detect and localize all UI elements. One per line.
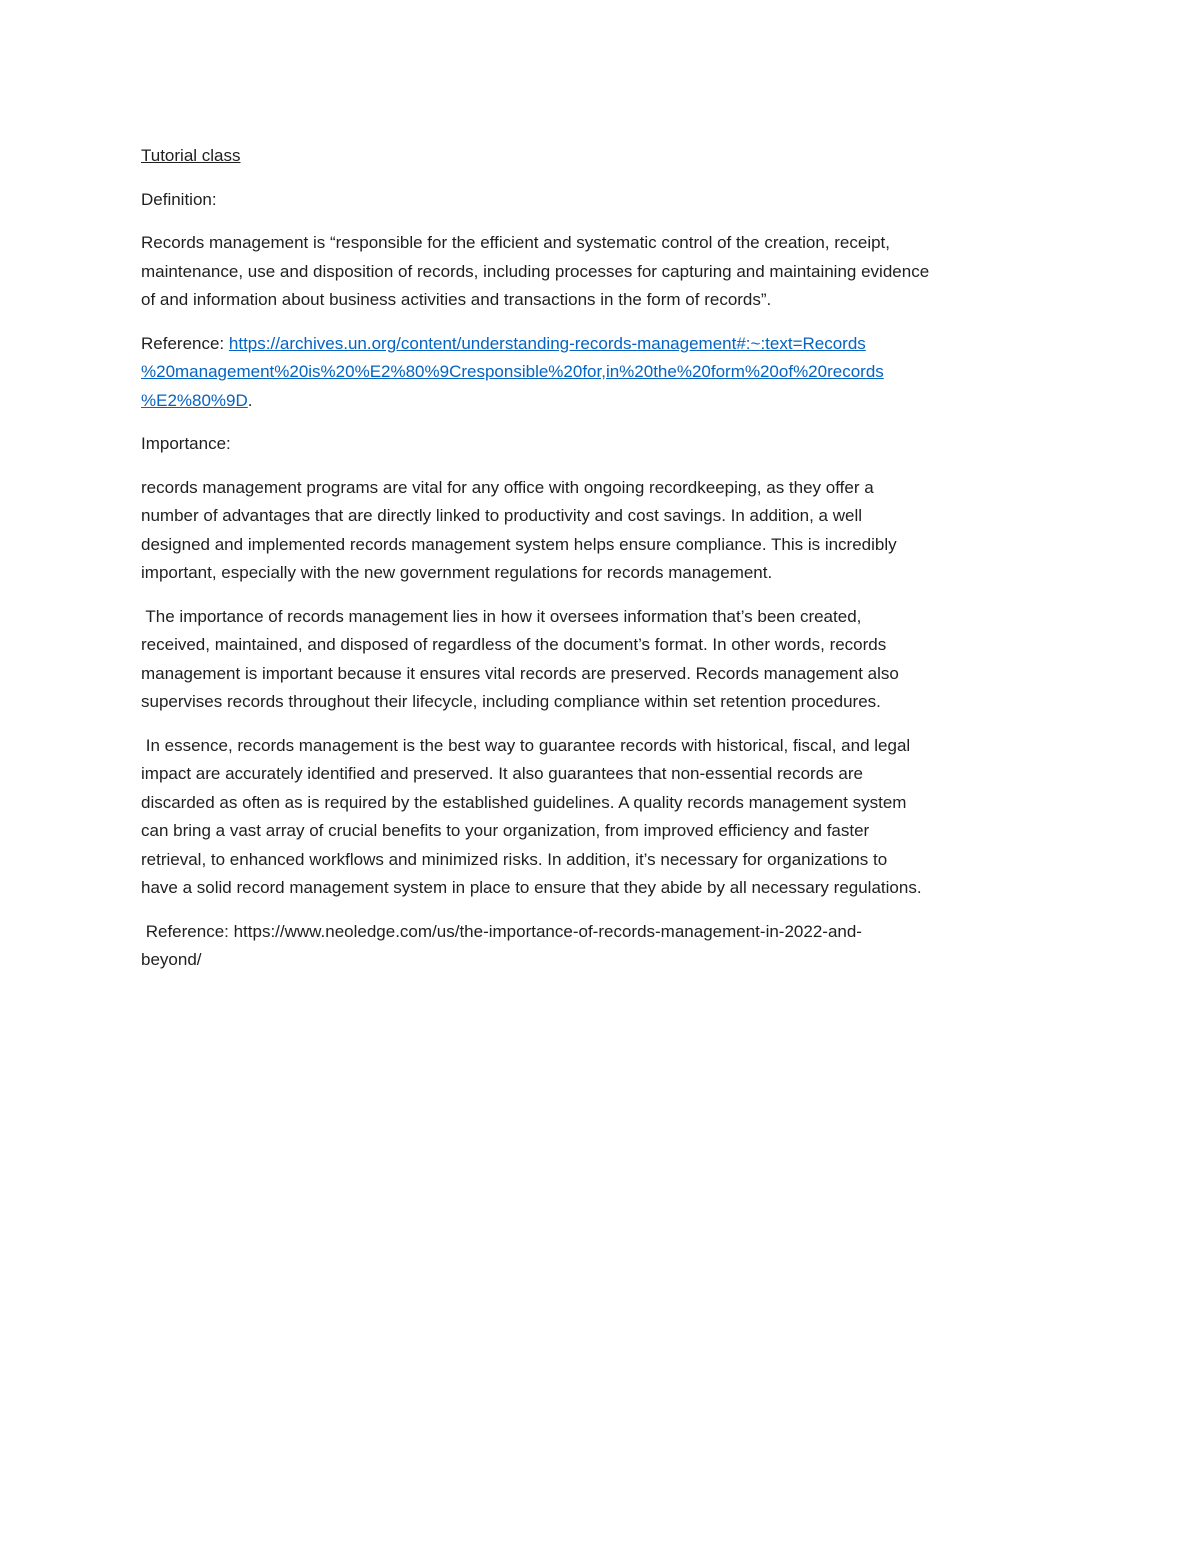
importance-paragraph <box>141 732 1061 903</box>
reference-neoledge-line: Reference: https://www.neoledge.com/us/the-importance-of-records-management-in-2022-and- <box>141 921 862 941</box>
reference-un-link[interactable]: https://archives.un.org/content/understanding-records-management#:~:text=Records <box>228 333 866 353</box>
definition-line: of and information about business activities and transactions in the form of records”. <box>141 290 772 309</box>
importance-line: number of advantages that are directly linked to productivity and cost savings. In addition, a well <box>141 506 863 525</box>
importance-line: can bring a vast array of crucial benefits to your organization, from improved efficiency and faster <box>141 821 870 840</box>
importance-line: In essence, records management is the best way to guarantee records with historical, fiscal, and legal <box>141 735 911 755</box>
importance-line: designed and implemented records management system helps ensure compliance. This is incredibly <box>141 534 897 554</box>
importance-line: The importance of records management lies in how it oversees information that’s been created, <box>141 606 862 626</box>
importance-paragraph <box>141 603 1061 717</box>
importance-line: retrieval, to enhanced workflows and minimized risks. In addition, it’s necessary for organizations to <box>141 849 888 869</box>
reference-un-line <box>141 330 1061 359</box>
definition-heading: Definition: <box>141 189 217 209</box>
reference-un-paragraph <box>141 330 1061 416</box>
definition-line: Records management is “responsible for the efficient and systematic control of the creation, receipt, <box>141 233 891 252</box>
definition-line: maintenance, use and disposition of records, including processes for capturing and maintaining evidence <box>141 261 930 281</box>
reference-un-link[interactable]: %E2%80%9D <box>141 390 248 410</box>
importance-line: have a solid record management system in place to ensure that they abide by all necessary regulations. <box>141 878 922 897</box>
importance-line: management is important because it ensures vital records are preserved. Records management also <box>141 663 899 683</box>
reference-un-period: . <box>247 390 253 410</box>
importance-line: discarded as often as is required by the established guidelines. A quality records management system <box>141 792 907 812</box>
document-body <box>141 142 1061 990</box>
reference-neoledge-line: beyond/ <box>141 950 202 969</box>
document-title-block <box>141 142 1061 171</box>
reference-label: Reference: <box>141 333 229 353</box>
reference-un-link[interactable]: %20management%20is%20%E2%80%9Cresponsible%20for,in%20the%20form%20of%20records <box>141 362 884 381</box>
document-title: Tutorial class <box>141 146 241 165</box>
importance-line: received, maintained, and disposed of regardless of the document’s format. In other words, records <box>141 635 887 654</box>
reference-neoledge-paragraph <box>141 918 1061 975</box>
importance-heading-block <box>141 430 1061 459</box>
importance-line: impact are accurately identified and preserved. It also guarantees that non-essential records are <box>141 764 863 783</box>
importance-heading: Importance: <box>141 434 231 453</box>
importance-line: important, especially with the new government regulations for records management. <box>141 563 773 582</box>
reference-un-line <box>141 387 1061 416</box>
definition-paragraph <box>141 229 1061 315</box>
importance-line: supervises records throughout their lifecycle, including compliance within set retention procedures. <box>141 692 881 711</box>
reference-un-line <box>141 358 1061 387</box>
importance-line: records management programs are vital for any office with ongoing recordkeeping, as they offer a <box>141 477 874 497</box>
definition-heading-block <box>141 186 1061 215</box>
importance-paragraph <box>141 474 1061 588</box>
